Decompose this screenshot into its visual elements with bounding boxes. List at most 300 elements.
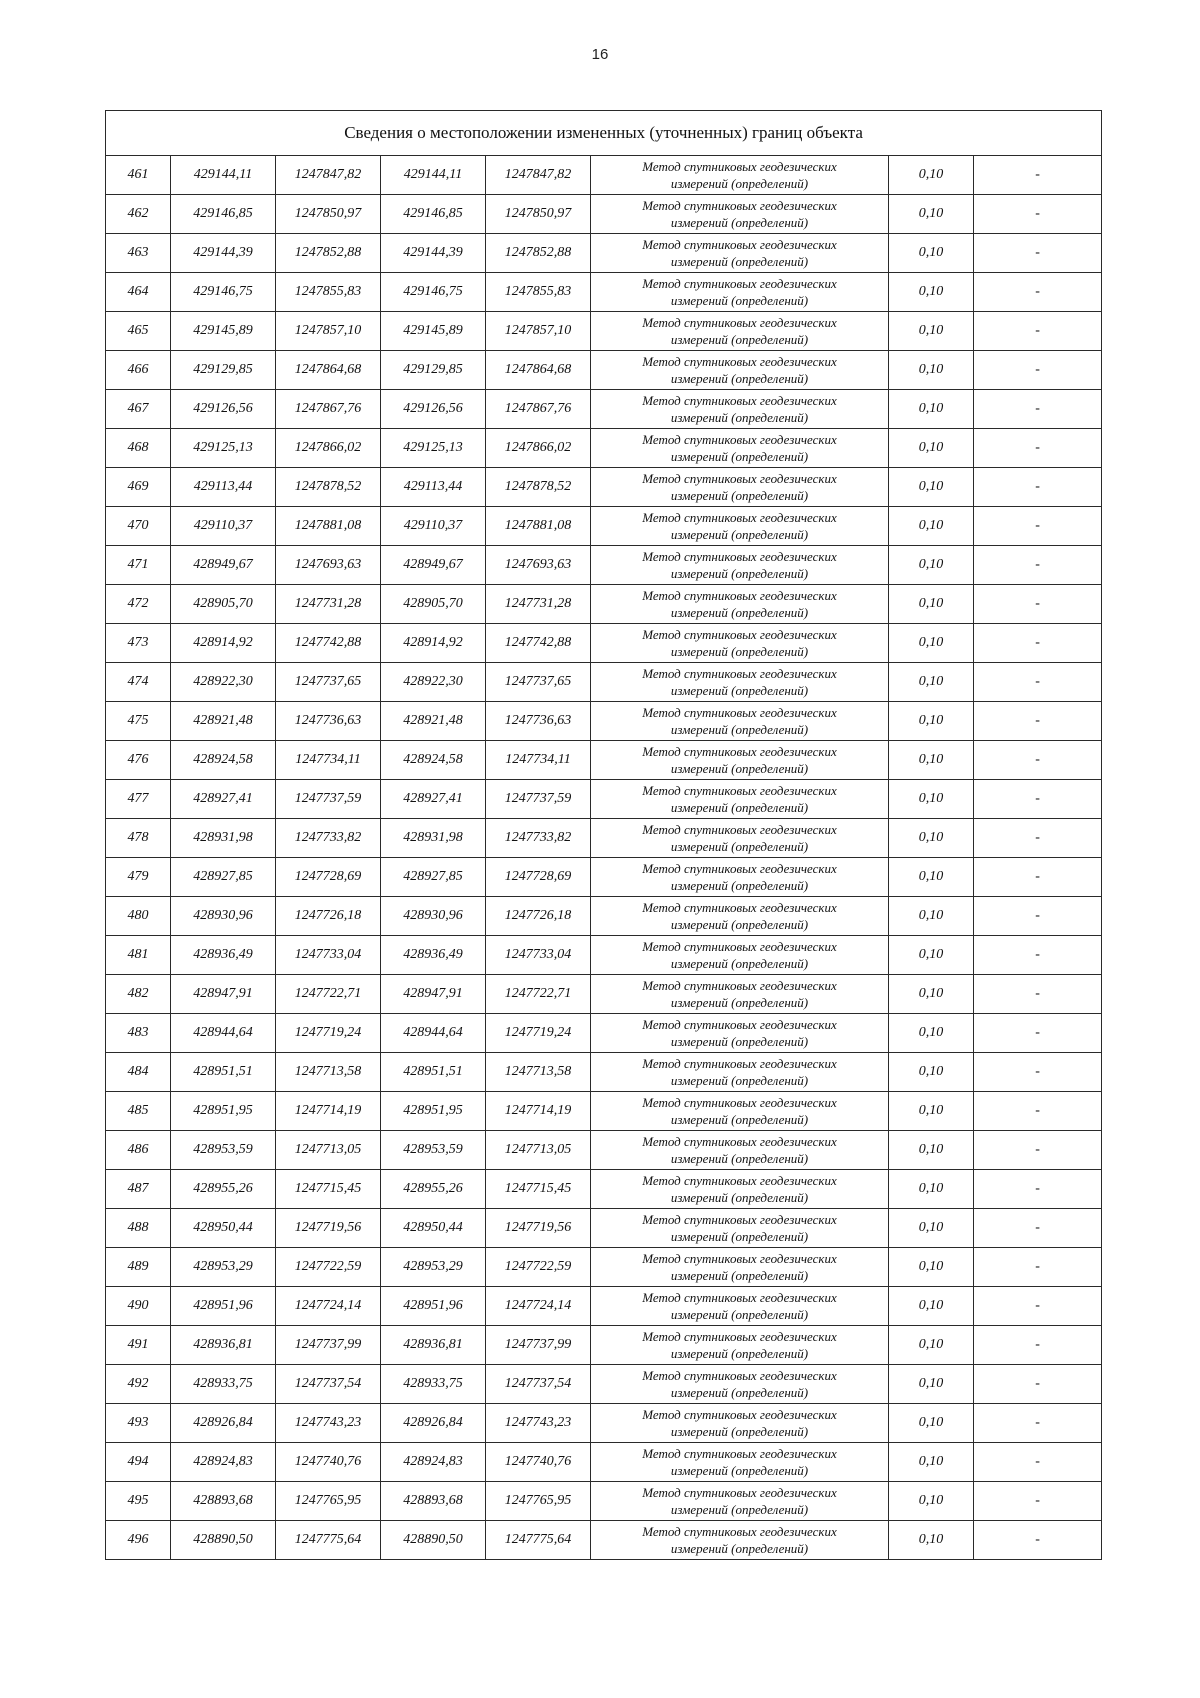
- table-row: [106, 273, 1102, 312]
- table-row: [106, 858, 1102, 897]
- point-number-cell: 488: [106, 1209, 171, 1248]
- x-existing-cell: 428926,84: [171, 1404, 276, 1443]
- y-existing-cell: 1247742,88: [276, 624, 381, 663]
- table-row: [106, 1365, 1102, 1404]
- accuracy-cell: 0,10: [889, 1131, 974, 1170]
- table-row: [106, 663, 1102, 702]
- point-number-cell: 480: [106, 897, 171, 936]
- method-line-1: Метод спутниковых геодезических: [642, 354, 837, 369]
- accuracy-cell: 0,10: [889, 546, 974, 585]
- method-line-1: Метод спутниковых геодезических: [642, 237, 837, 252]
- x-existing-cell: 428922,30: [171, 663, 276, 702]
- description-cell: -: [974, 351, 1102, 390]
- table-row: [106, 351, 1102, 390]
- accuracy-cell: 0,10: [889, 780, 974, 819]
- method-line-2: измерений (определений): [670, 1541, 809, 1556]
- point-number-cell: 485: [106, 1092, 171, 1131]
- method-line-2: измерений (определений): [670, 1073, 809, 1088]
- method-line-2: измерений (определений): [670, 1307, 809, 1322]
- accuracy-cell: 0,10: [889, 1482, 974, 1521]
- y-new-cell: 1247737,65: [486, 663, 591, 702]
- table-row: [106, 390, 1102, 429]
- y-existing-cell: 1247850,97: [276, 195, 381, 234]
- description-cell: -: [974, 624, 1102, 663]
- description-cell: -: [974, 1248, 1102, 1287]
- x-existing-cell: 428949,67: [171, 546, 276, 585]
- method-line-1: Метод спутниковых геодезических: [642, 705, 837, 720]
- point-number-cell: 493: [106, 1404, 171, 1443]
- table-row: [106, 468, 1102, 507]
- accuracy-cell: 0,10: [889, 1053, 974, 1092]
- method-line-2: измерений (определений): [670, 605, 809, 620]
- table-body: [106, 156, 1102, 1560]
- y-existing-cell: 1247881,08: [276, 507, 381, 546]
- accuracy-cell: 0,10: [889, 624, 974, 663]
- x-new-cell: 429110,37: [381, 507, 486, 546]
- accuracy-cell: 0,10: [889, 1170, 974, 1209]
- table-row: [106, 1248, 1102, 1287]
- description-cell: -: [974, 702, 1102, 741]
- x-new-cell: 428905,70: [381, 585, 486, 624]
- description-cell: -: [974, 897, 1102, 936]
- x-existing-cell: 429126,56: [171, 390, 276, 429]
- method-line-1: Метод спутниковых геодезических: [642, 198, 837, 213]
- x-existing-cell: 429125,13: [171, 429, 276, 468]
- table-row: [106, 975, 1102, 1014]
- x-new-cell: 429125,13: [381, 429, 486, 468]
- description-cell: -: [974, 975, 1102, 1014]
- table-row: [106, 702, 1102, 741]
- accuracy-cell: 0,10: [889, 819, 974, 858]
- x-existing-cell: 428893,68: [171, 1482, 276, 1521]
- x-new-cell: 428950,44: [381, 1209, 486, 1248]
- accuracy-cell: 0,10: [889, 1326, 974, 1365]
- x-existing-cell: 428953,59: [171, 1131, 276, 1170]
- table-row: [106, 1170, 1102, 1209]
- x-new-cell: 429146,85: [381, 195, 486, 234]
- method-line-2: измерений (определений): [670, 566, 809, 581]
- method-line-2: измерений (определений): [670, 410, 809, 425]
- x-existing-cell: 428914,92: [171, 624, 276, 663]
- accuracy-cell: 0,10: [889, 234, 974, 273]
- x-existing-cell: 428890,50: [171, 1521, 276, 1560]
- accuracy-cell: 0,10: [889, 1365, 974, 1404]
- x-existing-cell: 429146,85: [171, 195, 276, 234]
- y-existing-cell: 1247733,82: [276, 819, 381, 858]
- x-new-cell: 428931,98: [381, 819, 486, 858]
- method-cell: [591, 1287, 889, 1326]
- method-line-2: измерений (определений): [670, 215, 809, 230]
- x-new-cell: 428951,96: [381, 1287, 486, 1326]
- description-cell: -: [974, 429, 1102, 468]
- y-new-cell: 1247743,23: [486, 1404, 591, 1443]
- y-existing-cell: 1247855,83: [276, 273, 381, 312]
- point-number-cell: 471: [106, 546, 171, 585]
- x-new-cell: 428947,91: [381, 975, 486, 1014]
- accuracy-cell: 0,10: [889, 390, 974, 429]
- accuracy-cell: 0,10: [889, 468, 974, 507]
- point-number-cell: 463: [106, 234, 171, 273]
- y-new-cell: 1247864,68: [486, 351, 591, 390]
- method-line-1: Метод спутниковых геодезических: [642, 1134, 837, 1149]
- y-new-cell: 1247693,63: [486, 546, 591, 585]
- table-row: [106, 1443, 1102, 1482]
- y-new-cell: 1247722,59: [486, 1248, 591, 1287]
- x-existing-cell: 429110,37: [171, 507, 276, 546]
- y-existing-cell: 1247724,14: [276, 1287, 381, 1326]
- point-number-cell: 484: [106, 1053, 171, 1092]
- point-number-cell: 483: [106, 1014, 171, 1053]
- x-new-cell: 428955,26: [381, 1170, 486, 1209]
- x-new-cell: 429146,75: [381, 273, 486, 312]
- description-cell: -: [974, 1287, 1102, 1326]
- method-cell: [591, 702, 889, 741]
- method-cell: [591, 780, 889, 819]
- y-new-cell: 1247736,63: [486, 702, 591, 741]
- method-line-1: Метод спутниковых геодезических: [642, 1251, 837, 1266]
- y-existing-cell: 1247722,71: [276, 975, 381, 1014]
- method-cell: [591, 585, 889, 624]
- accuracy-cell: 0,10: [889, 1404, 974, 1443]
- method-line-2: измерений (определений): [670, 1151, 809, 1166]
- x-existing-cell: 428933,75: [171, 1365, 276, 1404]
- x-new-cell: 428949,67: [381, 546, 486, 585]
- method-line-1: Метод спутниковых геодезических: [642, 432, 837, 447]
- accuracy-cell: 0,10: [889, 1287, 974, 1326]
- method-line-2: измерений (определений): [670, 917, 809, 932]
- description-cell: -: [974, 156, 1102, 195]
- y-new-cell: 1247733,82: [486, 819, 591, 858]
- point-number-cell: 478: [106, 819, 171, 858]
- accuracy-cell: 0,10: [889, 897, 974, 936]
- y-existing-cell: 1247864,68: [276, 351, 381, 390]
- method-cell: [591, 312, 889, 351]
- method-cell: [591, 156, 889, 195]
- method-cell: [591, 936, 889, 975]
- point-number-cell: 464: [106, 273, 171, 312]
- method-line-1: Метод спутниковых геодезических: [642, 1212, 837, 1227]
- x-new-cell: 428924,58: [381, 741, 486, 780]
- accuracy-cell: 0,10: [889, 663, 974, 702]
- y-new-cell: 1247866,02: [486, 429, 591, 468]
- y-new-cell: 1247724,14: [486, 1287, 591, 1326]
- point-number-cell: 487: [106, 1170, 171, 1209]
- y-new-cell: 1247722,71: [486, 975, 591, 1014]
- y-existing-cell: 1247737,59: [276, 780, 381, 819]
- method-cell: [591, 195, 889, 234]
- method-cell: [591, 897, 889, 936]
- method-cell: [591, 468, 889, 507]
- table-row: [106, 507, 1102, 546]
- accuracy-cell: 0,10: [889, 585, 974, 624]
- description-cell: -: [974, 1209, 1102, 1248]
- y-new-cell: 1247850,97: [486, 195, 591, 234]
- table-row: [106, 1014, 1102, 1053]
- x-new-cell: 429126,56: [381, 390, 486, 429]
- x-existing-cell: 428905,70: [171, 585, 276, 624]
- accuracy-cell: 0,10: [889, 507, 974, 546]
- x-new-cell: 428953,29: [381, 1248, 486, 1287]
- description-cell: -: [974, 468, 1102, 507]
- method-cell: [591, 234, 889, 273]
- accuracy-cell: 0,10: [889, 1248, 974, 1287]
- method-line-2: измерений (определений): [670, 1190, 809, 1205]
- table-row: [106, 234, 1102, 273]
- y-new-cell: 1247713,05: [486, 1131, 591, 1170]
- page-number: 16: [591, 46, 609, 63]
- y-new-cell: 1247878,52: [486, 468, 591, 507]
- y-new-cell: 1247740,76: [486, 1443, 591, 1482]
- method-line-1: Метод спутниковых геодезических: [642, 549, 837, 564]
- point-number-cell: 470: [106, 507, 171, 546]
- x-existing-cell: 428953,29: [171, 1248, 276, 1287]
- point-number-cell: 476: [106, 741, 171, 780]
- y-new-cell: 1247847,82: [486, 156, 591, 195]
- y-existing-cell: 1247765,95: [276, 1482, 381, 1521]
- table-row: [106, 1404, 1102, 1443]
- method-line-1: Метод спутниковых геодезических: [642, 1017, 837, 1032]
- point-number-cell: 473: [106, 624, 171, 663]
- x-new-cell: 429145,89: [381, 312, 486, 351]
- method-line-2: измерений (определений): [670, 1385, 809, 1400]
- point-number-cell: 492: [106, 1365, 171, 1404]
- y-existing-cell: 1247866,02: [276, 429, 381, 468]
- method-line-1: Метод спутниковых геодезических: [642, 159, 837, 174]
- accuracy-cell: 0,10: [889, 195, 974, 234]
- x-existing-cell: 429146,75: [171, 273, 276, 312]
- y-existing-cell: 1247737,65: [276, 663, 381, 702]
- table-row: [106, 546, 1102, 585]
- method-line-1: Метод спутниковых геодезических: [642, 1056, 837, 1071]
- point-number-cell: 486: [106, 1131, 171, 1170]
- description-cell: -: [974, 1404, 1102, 1443]
- method-cell: [591, 858, 889, 897]
- table-row: [106, 897, 1102, 936]
- description-cell: -: [974, 195, 1102, 234]
- method-line-2: измерений (определений): [670, 488, 809, 503]
- point-number-cell: 465: [106, 312, 171, 351]
- accuracy-cell: 0,10: [889, 429, 974, 468]
- x-new-cell: 428927,85: [381, 858, 486, 897]
- x-existing-cell: 429129,85: [171, 351, 276, 390]
- method-cell: [591, 546, 889, 585]
- method-line-2: измерений (определений): [670, 644, 809, 659]
- method-cell: [591, 624, 889, 663]
- point-number-cell: 494: [106, 1443, 171, 1482]
- accuracy-cell: 0,10: [889, 1092, 974, 1131]
- method-cell: [591, 663, 889, 702]
- y-new-cell: 1247713,58: [486, 1053, 591, 1092]
- point-number-cell: 469: [106, 468, 171, 507]
- method-line-1: Метод спутниковых геодезических: [642, 783, 837, 798]
- y-existing-cell: 1247726,18: [276, 897, 381, 936]
- description-cell: -: [974, 312, 1102, 351]
- method-cell: [591, 390, 889, 429]
- y-existing-cell: 1247714,19: [276, 1092, 381, 1131]
- table-row: [106, 195, 1102, 234]
- x-new-cell: 428890,50: [381, 1521, 486, 1560]
- method-line-1: Метод спутниковых геодезических: [642, 1368, 837, 1383]
- method-cell: [591, 1053, 889, 1092]
- method-cell: [591, 1131, 889, 1170]
- x-existing-cell: 429113,44: [171, 468, 276, 507]
- method-cell: [591, 1248, 889, 1287]
- y-existing-cell: 1247722,59: [276, 1248, 381, 1287]
- method-cell: [591, 1326, 889, 1365]
- x-existing-cell: 428936,49: [171, 936, 276, 975]
- point-number-cell: 468: [106, 429, 171, 468]
- table-row: [106, 1092, 1102, 1131]
- accuracy-cell: 0,10: [889, 936, 974, 975]
- table-row: [106, 312, 1102, 351]
- method-cell: [591, 1365, 889, 1404]
- x-new-cell: 429144,39: [381, 234, 486, 273]
- method-line-1: Метод спутниковых геодезических: [642, 1485, 837, 1500]
- y-existing-cell: 1247737,54: [276, 1365, 381, 1404]
- method-line-2: измерений (определений): [670, 722, 809, 737]
- x-existing-cell: 429144,11: [171, 156, 276, 195]
- method-line-2: измерений (определений): [670, 956, 809, 971]
- method-line-2: измерений (определений): [670, 254, 809, 269]
- x-new-cell: 428951,51: [381, 1053, 486, 1092]
- x-new-cell: 428944,64: [381, 1014, 486, 1053]
- y-existing-cell: 1247734,11: [276, 741, 381, 780]
- x-existing-cell: 428927,41: [171, 780, 276, 819]
- point-number-cell: 467: [106, 390, 171, 429]
- x-existing-cell: 428930,96: [171, 897, 276, 936]
- point-number-cell: 479: [106, 858, 171, 897]
- table-row: [106, 1521, 1102, 1560]
- y-new-cell: 1247726,18: [486, 897, 591, 936]
- x-existing-cell: 428936,81: [171, 1326, 276, 1365]
- y-existing-cell: 1247736,63: [276, 702, 381, 741]
- x-existing-cell: 428950,44: [171, 1209, 276, 1248]
- point-number-cell: 495: [106, 1482, 171, 1521]
- description-cell: -: [974, 819, 1102, 858]
- description-cell: -: [974, 1521, 1102, 1560]
- y-existing-cell: 1247852,88: [276, 234, 381, 273]
- method-line-1: Метод спутниковых геодезических: [642, 1446, 837, 1461]
- method-line-2: измерений (определений): [670, 371, 809, 386]
- method-line-2: измерений (определений): [670, 1034, 809, 1049]
- x-new-cell: 429144,11: [381, 156, 486, 195]
- y-existing-cell: 1247719,56: [276, 1209, 381, 1248]
- y-new-cell: 1247737,59: [486, 780, 591, 819]
- boundary-coordinates-table: [105, 110, 1102, 1560]
- description-cell: -: [974, 507, 1102, 546]
- method-line-1: Метод спутниковых геодезических: [642, 666, 837, 681]
- description-cell: -: [974, 780, 1102, 819]
- x-existing-cell: 428951,95: [171, 1092, 276, 1131]
- point-number-cell: 477: [106, 780, 171, 819]
- y-existing-cell: 1247715,45: [276, 1170, 381, 1209]
- x-existing-cell: 429144,39: [171, 234, 276, 273]
- x-new-cell: 428953,59: [381, 1131, 486, 1170]
- method-line-1: Метод спутниковых геодезических: [642, 471, 837, 486]
- method-line-2: измерений (определений): [670, 1463, 809, 1478]
- x-new-cell: 428926,84: [381, 1404, 486, 1443]
- method-line-2: измерений (определений): [670, 1424, 809, 1439]
- x-new-cell: 428927,41: [381, 780, 486, 819]
- description-cell: -: [974, 585, 1102, 624]
- y-existing-cell: 1247847,82: [276, 156, 381, 195]
- y-new-cell: 1247765,95: [486, 1482, 591, 1521]
- accuracy-cell: 0,10: [889, 1014, 974, 1053]
- method-line-1: Метод спутниковых геодезических: [642, 510, 837, 525]
- table-row: [106, 1326, 1102, 1365]
- method-line-2: измерений (определений): [670, 839, 809, 854]
- x-new-cell: 429129,85: [381, 351, 486, 390]
- method-cell: [591, 273, 889, 312]
- point-number-cell: 489: [106, 1248, 171, 1287]
- x-new-cell: 428951,95: [381, 1092, 486, 1131]
- y-new-cell: 1247742,88: [486, 624, 591, 663]
- description-cell: -: [974, 273, 1102, 312]
- method-line-2: измерений (определений): [670, 527, 809, 542]
- accuracy-cell: 0,10: [889, 156, 974, 195]
- point-number-cell: 475: [106, 702, 171, 741]
- point-number-cell: 472: [106, 585, 171, 624]
- method-line-2: измерений (определений): [670, 1346, 809, 1361]
- table-row: [106, 936, 1102, 975]
- method-line-2: измерений (определений): [670, 761, 809, 776]
- table-row: [106, 429, 1102, 468]
- x-new-cell: 429113,44: [381, 468, 486, 507]
- y-new-cell: 1247737,54: [486, 1365, 591, 1404]
- method-line-2: измерений (определений): [670, 878, 809, 893]
- description-cell: -: [974, 936, 1102, 975]
- method-line-1: Метод спутниковых геодезических: [642, 1173, 837, 1188]
- x-existing-cell: 428955,26: [171, 1170, 276, 1209]
- method-line-1: Метод спутниковых геодезических: [642, 315, 837, 330]
- method-line-1: Метод спутниковых геодезических: [642, 978, 837, 993]
- description-cell: -: [974, 1443, 1102, 1482]
- method-line-2: измерений (определений): [670, 1229, 809, 1244]
- accuracy-cell: 0,10: [889, 312, 974, 351]
- x-existing-cell: 428921,48: [171, 702, 276, 741]
- point-number-cell: 474: [106, 663, 171, 702]
- y-new-cell: 1247855,83: [486, 273, 591, 312]
- y-new-cell: 1247867,76: [486, 390, 591, 429]
- point-number-cell: 466: [106, 351, 171, 390]
- y-existing-cell: 1247719,24: [276, 1014, 381, 1053]
- x-existing-cell: 428924,58: [171, 741, 276, 780]
- x-new-cell: 428936,81: [381, 1326, 486, 1365]
- description-cell: -: [974, 1326, 1102, 1365]
- point-number-cell: 462: [106, 195, 171, 234]
- accuracy-cell: 0,10: [889, 1443, 974, 1482]
- x-new-cell: 428930,96: [381, 897, 486, 936]
- method-line-2: измерений (определений): [670, 1112, 809, 1127]
- method-cell: [591, 741, 889, 780]
- y-new-cell: 1247719,56: [486, 1209, 591, 1248]
- table-row: [106, 741, 1102, 780]
- y-new-cell: 1247881,08: [486, 507, 591, 546]
- x-new-cell: 428936,49: [381, 936, 486, 975]
- method-line-1: Метод спутниковых геодезических: [642, 1095, 837, 1110]
- table-row: [106, 1482, 1102, 1521]
- method-cell: [591, 1443, 889, 1482]
- method-cell: [591, 1404, 889, 1443]
- y-new-cell: 1247728,69: [486, 858, 591, 897]
- x-existing-cell: 428931,98: [171, 819, 276, 858]
- description-cell: -: [974, 1014, 1102, 1053]
- y-existing-cell: 1247740,76: [276, 1443, 381, 1482]
- point-number-cell: 461: [106, 156, 171, 195]
- x-new-cell: 428893,68: [381, 1482, 486, 1521]
- x-existing-cell: 428944,64: [171, 1014, 276, 1053]
- method-cell: [591, 1092, 889, 1131]
